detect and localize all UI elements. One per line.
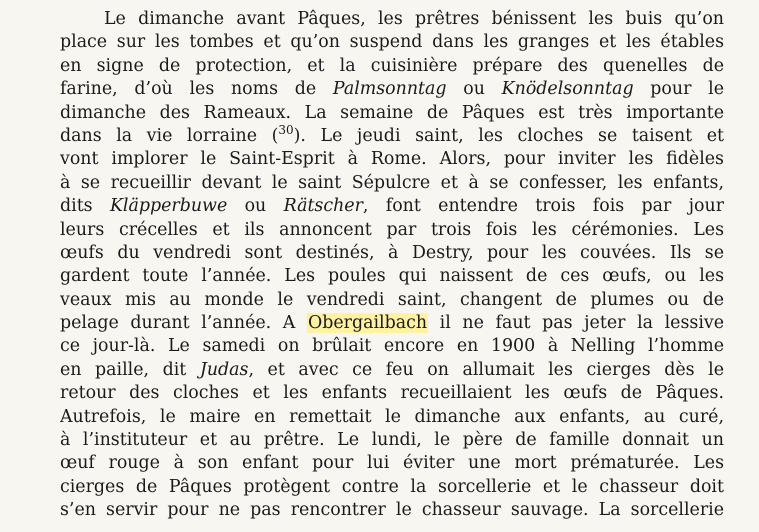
line-text: œufs du vendredi sont destinés, à Destry, pour les couvées. Ils se [60,242,724,263]
text-line-8 [60,172,724,195]
line-text: Le dimanche avant Pâques, les prêtres bénissent les buis qu’on [104,9,724,29]
text-line-7 [60,148,724,171]
line-text: à l’instituteur et au prêtre. Le lundi, le père de famille donnait un [60,430,724,451]
text-line-19 [60,429,724,452]
line-text: ). Le jeudi saint, les cloches se taisent et [293,125,724,146]
line-text: à se recueillir devant le saint Sépulcre et à se confesser, les enfants, [60,172,724,193]
line-text: pelage durant l’année. A [60,313,307,334]
text-line-14 [60,312,724,335]
text-line-20 [60,452,724,475]
line-text: retour des cloches et les enfants recueillaient les œufs de Pâques. [60,383,724,404]
highlighted-place-name[interactable]: Obergailbach [307,313,428,334]
line-text: en signe de protection, et la cuisinière prépare des quenelles de [60,55,724,76]
line-text: gardent toute l’année. Les poules qui naissent de ces œufs, ou les [60,266,724,287]
line-text: vont implorer le Saint-Esprit à Rome. Alors, pour inviter les fidèles [60,149,724,170]
italic-term: Knödelsonntag [501,79,634,100]
line-text: , et avec ce feu on allumait les cierges dès le [248,359,724,380]
text-line-17 [60,382,724,405]
line-text: il ne faut pas jeter la lessive [428,313,724,334]
line-text: ce jour-là. Le samedi on brûlait encore en 1900 à Nelling l’homme [60,336,724,357]
line-text: cierges de Pâques protègent contre la sorcellerie et le chasseur doit [60,476,724,497]
text-line-6 [60,125,724,148]
text-line-9 [60,195,724,218]
italic-term: Rätscher [283,196,363,217]
line-text: en paille, dit [60,359,200,380]
text-line-3 [60,55,724,78]
text-line-10 [60,219,724,242]
footnote-marker: 30 [278,124,294,138]
line-text: s’en servir pour ne pas rencontrer le chasseur sauvage. La sorcellerie [60,500,724,521]
italic-term: Palmsonntag [332,79,447,100]
document-page [60,8,724,523]
line-text: place sur les tombes et qu’on suspend dans les granges et les étables [60,32,724,53]
text-line-2 [60,31,724,54]
line-text: veaux mis au monde le vendredi saint, changent de plumes ou de [60,289,724,310]
line-text: leurs crécelles et ils annoncent par trois fois les cérémonies. Les [60,219,724,240]
line-text: , font entendre trois fois par jour [362,196,724,217]
text-line-16 [60,359,724,382]
line-text: dits [60,196,110,217]
text-line-22 [60,499,724,522]
text-line-12 [60,265,724,288]
line-text: dans la vie lorraine ( [60,125,279,146]
text-line-11 [60,242,724,265]
text-line-13 [60,289,724,312]
italic-term: Judas [199,359,249,380]
text-line-1 [60,8,724,31]
italic-term: Kläpperbuwe [109,196,228,217]
line-text: Autrefois, le maire en remettait le dimanche aux enfants, au curé, [60,406,724,427]
line-text: ou [227,196,284,217]
text-line-5 [60,102,724,125]
text-line-21 [60,476,724,499]
text-line-15 [60,335,724,358]
text-line-18 [60,406,724,429]
line-text: pour le [633,79,724,100]
line-text: dimanche des Rameaux. La semaine de Pâques est très importante [60,102,724,123]
line-text: œuf rouge à son enfant pour lui éviter une mort prématurée. Les [60,453,724,474]
line-text: ou [446,79,502,100]
line-text: farine, d’où les noms de [60,79,333,100]
text-line-4 [60,78,724,101]
